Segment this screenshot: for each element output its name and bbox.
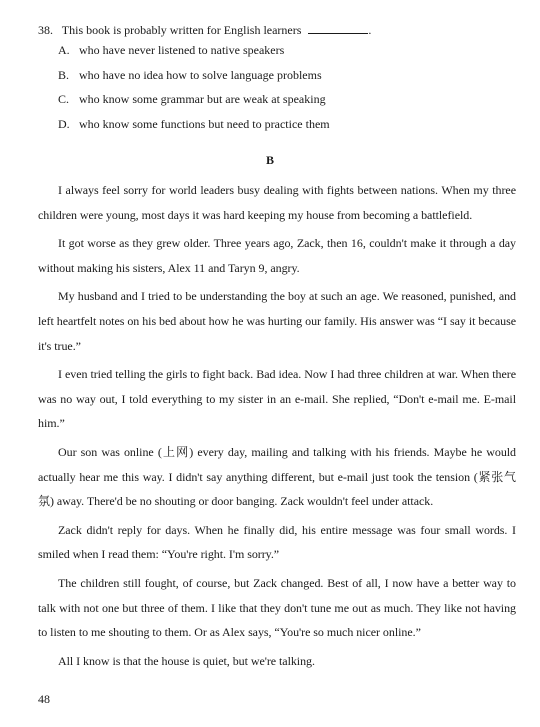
option-letter: C. (58, 92, 70, 106)
option-text: who have no idea how to solve language problems (79, 67, 322, 82)
passage-paragraph: The children still fought, of course, but Zack changed. Best of all, I now have a better way to talk with not one but three of them. I like that they don't tune me out as much. They like not having to listen to me shouting to them. Or as Alex says, “You're so much nicer online.” (38, 575, 516, 640)
option-text: who have never listened to native speakers (79, 43, 285, 57)
passage-paragraph: Zack didn't reply for days. When he finally did, his entire message was four small words. I smiled when I read them: “You're right. I'm sorry.” (38, 522, 516, 562)
option-letter: B. (58, 67, 70, 82)
question-number: 38. (38, 23, 53, 37)
question-text: This book is probably written for English learners (61, 23, 302, 37)
section-heading: B (265, 153, 274, 167)
answer-blank (308, 23, 368, 34)
reading-passage (38, 178, 516, 677)
passage-paragraph: Our son was online (上网) every day, mailing and talking with his friends. Maybe he would actually hear me this way. I didn't say anything different, but e-mail just took the tension (紧张气氛) away. There'd be no shouting or door banging. Zack wouldn't feel under attack. (38, 444, 516, 509)
question-end-mark: . (368, 23, 372, 37)
passage-paragraph: I even tried telling the girls to fight back. Bad idea. Now I had three children at war. When there was no way out, I told everything to my sister in an e-mail. She replied, “Don't e-mail me. E-mail him.” (38, 367, 516, 431)
option-letter: D. (58, 116, 70, 131)
answer-options (58, 42, 498, 140)
option-a (58, 42, 498, 67)
option-b (58, 67, 498, 92)
option-c (58, 91, 498, 116)
option-letter: A. (58, 43, 70, 57)
passage-paragraph: My husband and I tried to be understanding the boy at such an age. We reasoned, punished, and left heartfelt notes on his bed about how he was hurting our family. His answer was “I say it because it's true.” (38, 289, 516, 353)
option-d (58, 116, 498, 141)
page-number: 48 (38, 692, 50, 706)
option-text: who know some functions but need to practice them (79, 116, 330, 131)
question-stem (38, 22, 518, 38)
passage-paragraph: All I know is that the house is quiet, but we're talking. (58, 653, 315, 668)
passage-paragraph: It got worse as they grew older. Three years ago, Zack, then 16, couldn't make it through a day without making his sisters, Alex 11 and Taryn 9, angry. (38, 236, 516, 275)
option-text: who know some grammar but are weak at speaking (79, 92, 326, 106)
passage-paragraph: I always feel sorry for world leaders busy dealing with fights between nations. When my three children were young, most days it was hard keeping my house from becoming a battlefield. (38, 183, 516, 222)
